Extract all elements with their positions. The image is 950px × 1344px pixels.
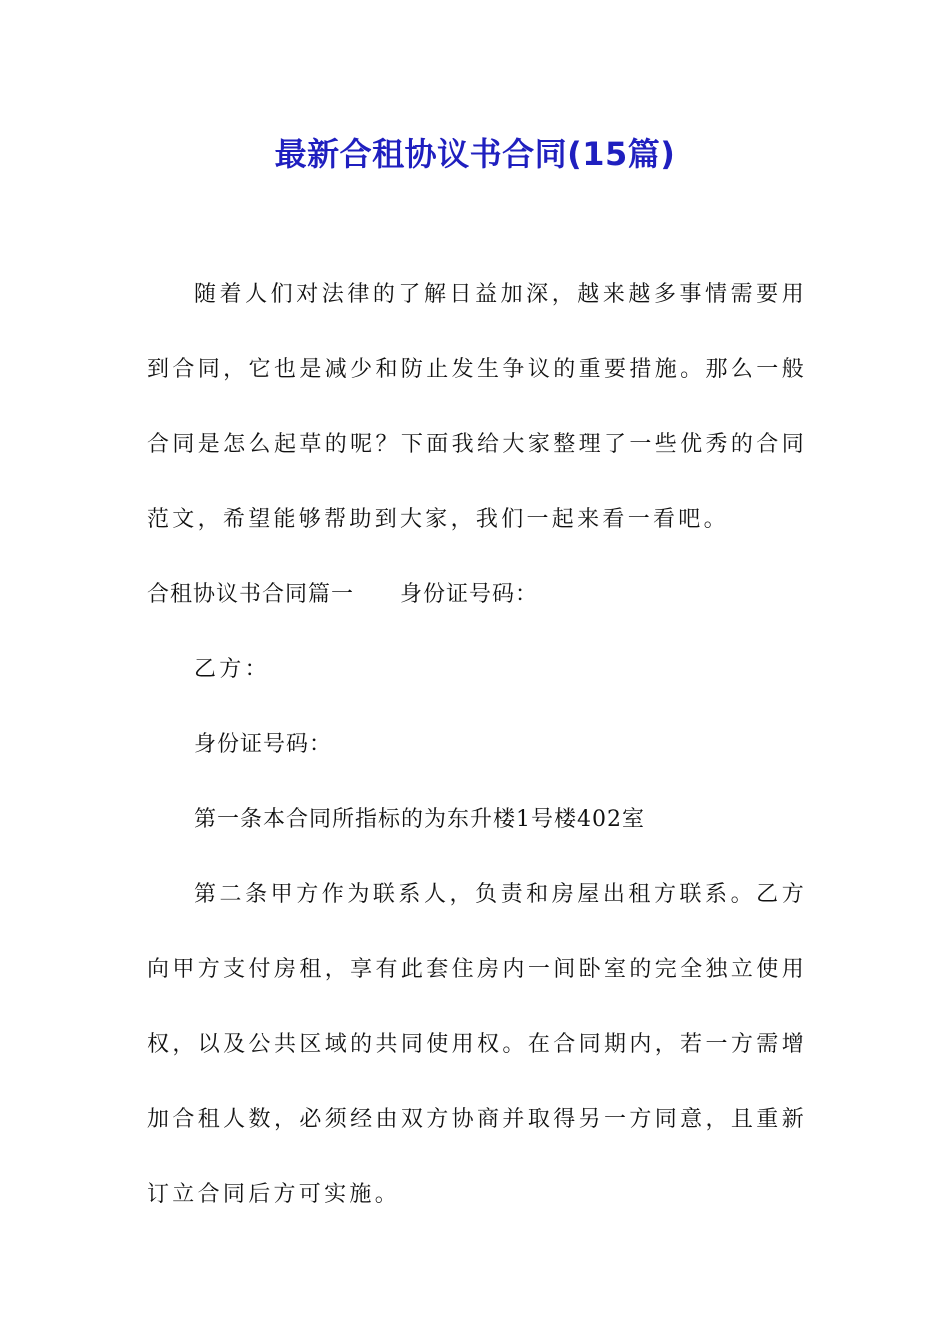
section-heading: 合租协议书合同篇一: [147, 582, 355, 607]
document-body: [147, 257, 807, 1232]
document-title: 最新合租协议书合同(15篇): [274, 135, 676, 173]
intro-paragraph: 随着人们对法律的了解日益加深，越来越多事情需要用到合同，它也是减少和防止发生争议的重要措施。那么一般合同是怎么起草的呢？下面我给大家整理了一些优秀的合同范文，希望能够帮助到大家，我们一起来看一看吧。: [147, 282, 807, 532]
article-2: 第二条甲方作为联系人，负责和房屋出租方联系。乙方向甲方支付房租，享有此套住房内一间卧室的完全独立使用权，以及公共区域的共同使用权。在合同期内，若一方需增加合租人数，必须经由双方协商并取得另一方同意，且重新订立合同后方可实施。: [147, 882, 807, 1207]
id-number-label: 身份证号码：: [194, 732, 333, 757]
section-heading-line: [147, 557, 807, 632]
article-1: 第一条本合同所指标的为东升楼1号楼402室: [194, 807, 645, 832]
party-b-label: 乙方：: [194, 657, 270, 682]
first-id-number-label: 身份证号码：: [400, 582, 539, 607]
